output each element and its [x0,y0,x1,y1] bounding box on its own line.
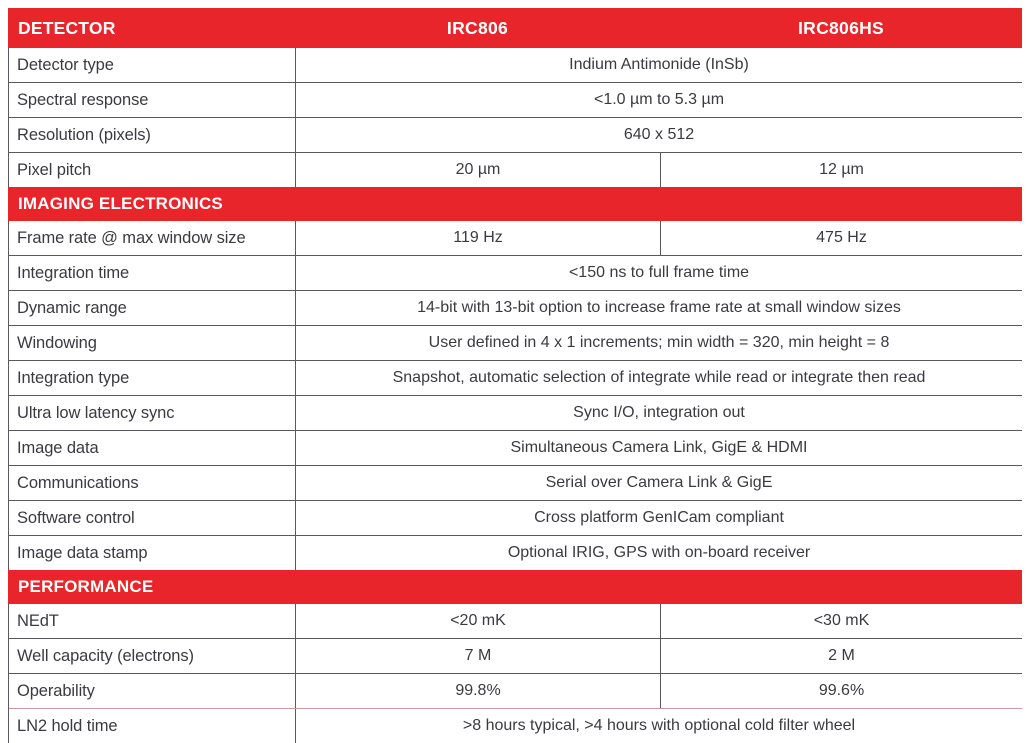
row-label: Integration type [9,361,296,395]
table-row [9,501,1022,536]
row-label: Operability [9,674,296,708]
row-value: Serial over Camera Link & GigE [545,474,773,491]
row-label: Integration time [9,256,296,290]
row-label: LN2 hold time [9,709,296,743]
table-row [9,709,1022,743]
row-value: <150 ns to full frame time [568,264,750,281]
section-detector-rows [8,48,1022,187]
table-header-row [8,8,1022,48]
table-row [9,326,1022,361]
table-row [9,153,1022,187]
row-value-irc806: 20 µm [296,153,661,187]
row-value: Cross platform GenICam compliant [534,509,784,526]
header-label-detector: DETECTOR [18,17,116,38]
table-row [9,639,1022,674]
table-row [9,291,1022,326]
row-label: Detector type [9,48,296,82]
section-title: IMAGING ELECTRONICS [18,194,223,213]
row-label: Dynamic range [9,291,296,325]
row-value: 14-bit with 13-bit option to increase frame rate at small window sizes [417,299,901,316]
row-value: Optional IRIG, GPS with on-board receiver [507,544,811,561]
section-performance-rows [8,604,1022,743]
section-header-performance [8,570,1022,604]
row-value-irc806hs: <30 mK [813,612,870,629]
row-value: <1.0 µm to 5.3 µm [593,91,725,108]
row-label: Pixel pitch [9,153,296,187]
row-label: Ultra low latency sync [9,396,296,430]
row-label: Software control [9,501,296,535]
row-label: NEdT [9,604,296,638]
table-row [9,256,1022,291]
row-value-irc806hs: 475 Hz [816,229,867,246]
row-value-irc806hs: 99.6% [818,682,865,699]
row-value: Sync I/O, integration out [573,404,745,421]
row-label: Image data stamp [9,536,296,570]
table-row [9,536,1022,570]
table-row [9,466,1022,501]
row-value-irc806: 119 Hz [296,221,661,255]
row-value-irc806: 7 M [296,639,661,673]
row-value: Indium Antimonide (InSb) [569,56,749,73]
row-label: Well capacity (electrons) [9,639,296,673]
section-title: PERFORMANCE [18,577,154,596]
header-column-irc806: IRC806 [446,17,509,38]
row-value: 640 x 512 [623,126,695,143]
table-body [8,8,1022,743]
row-label: Spectral response [9,83,296,117]
row-value: Simultaneous Camera Link, GigE & HDMI [510,439,808,456]
table-row [9,396,1022,431]
table-row [9,83,1022,118]
row-label: Communications [9,466,296,500]
table-row [9,431,1022,466]
row-value-irc806hs: 12 µm [819,161,864,178]
header-column-irc806hs: IRC806HS [797,17,885,38]
section-header-imaging-electronics [8,187,1022,221]
row-value: User defined in 4 x 1 increments; min width = 320, min height = 8 [428,334,890,351]
row-label: Resolution (pixels) [9,118,296,152]
row-label: Windowing [9,326,296,360]
table-row [9,48,1022,83]
row-label: Image data [9,431,296,465]
table-row [9,118,1022,153]
section-imaging-electronics-rows [8,221,1022,570]
row-value: >8 hours typical, >4 hours with optional cold filter wheel [462,717,856,734]
row-label: Frame rate @ max window size [9,221,296,255]
row-value-irc806: 99.8% [296,674,661,708]
table-row [9,361,1022,396]
table-row [9,674,1022,709]
table-row [9,221,1022,256]
row-value: Snapshot, automatic selection of integrate while read or integrate then read [392,369,926,386]
table-row [9,604,1022,639]
row-value-irc806: <20 mK [296,604,661,638]
row-value-irc806hs: 2 M [828,647,855,664]
